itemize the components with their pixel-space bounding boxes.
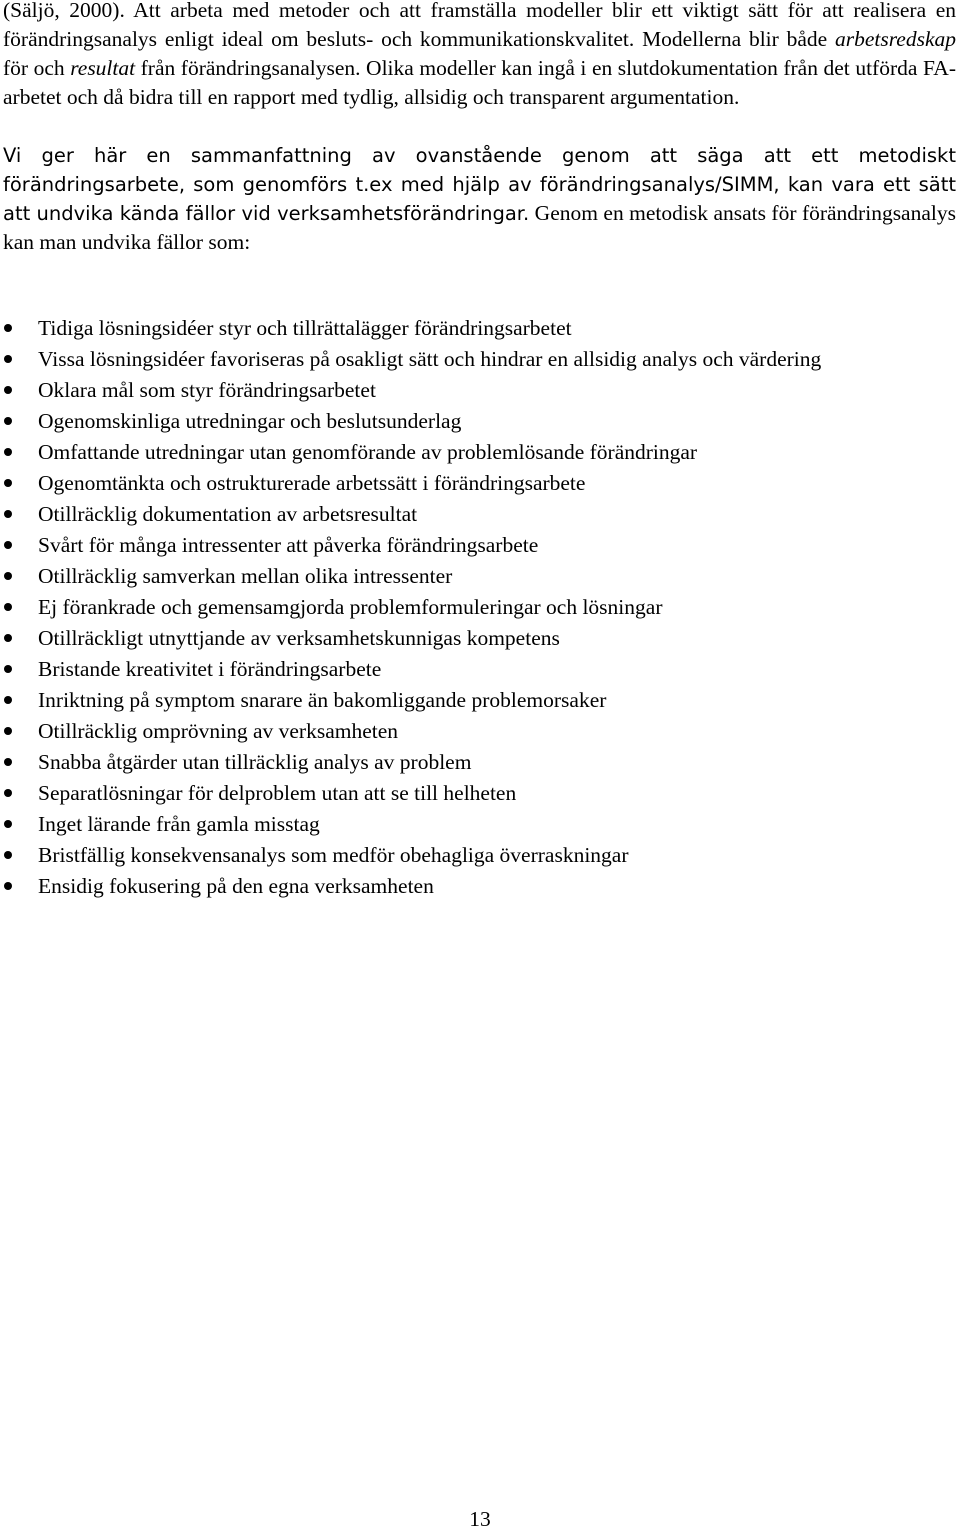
bullet-icon [4, 324, 12, 332]
list-item [3, 686, 956, 715]
bullet-icon [4, 665, 12, 673]
list-item [3, 624, 956, 653]
list-item [3, 562, 956, 591]
list-item-text: Ej förankrade och gemensamgjorda problemformuleringar och lösningar [38, 595, 663, 619]
paragraph-models-emphasis-result: resultat [70, 56, 136, 80]
list-item [3, 841, 956, 870]
bullet-icon [4, 789, 12, 797]
list-item [3, 469, 956, 498]
list-item-text: Snabba åtgärder utan tillräcklig analys av problem [38, 750, 472, 774]
list-item-text: Tidiga lösningsidéer styr och tillrättalägger förändringsarbetet [38, 316, 572, 340]
list-item [3, 779, 956, 808]
list-item-text: Otillräckligt utnyttjande av verksamhetskunnigas kompetens [38, 626, 560, 650]
list-item [3, 593, 956, 622]
bullet-icon [4, 386, 12, 394]
bullet-icon [4, 355, 12, 363]
bullet-icon [4, 448, 12, 456]
bullet-icon [4, 851, 12, 859]
list-item [3, 810, 956, 839]
list-item [3, 531, 956, 560]
list-item-text: Bristande kreativitet i förändringsarbete [38, 657, 382, 681]
page-number: 13 [469, 1507, 491, 1531]
list-item-text: Vissa lösningsidéer favoriseras på osakligt sätt och hindrar en allsidig analys och värdering [38, 347, 822, 371]
list-item-text: Omfattande utredningar utan genomförande av problemlösande förändringar [38, 440, 698, 464]
list-item-text: Inget lärande från gamla misstag [38, 812, 320, 836]
paragraph-models-end: från förändringsanalysen. Olika modeller kan ingå i en slutdokumentation från det utförda FA-arbetet och då bidra till en rapport med tydlig, allsidig och transparent argumentation. [3, 56, 956, 109]
list-item [3, 314, 956, 343]
list-item-text: Ensidig fokusering på den egna verksamheten [38, 874, 434, 898]
bullet-icon [4, 634, 12, 642]
list-item-text: Ogenomtänkta och ostrukturerade arbetssätt i förändringsarbete [38, 471, 586, 495]
paragraph-summary [3, 141, 956, 257]
list-item [3, 345, 956, 374]
list-item-text: Separatlösningar för delproblem utan att se till helheten [38, 781, 517, 805]
bullet-icon [4, 479, 12, 487]
list-item [3, 717, 956, 746]
paragraph-models-intro: (Säljö, 2000). Att arbeta med metoder och att framställa modeller blir ett viktigt sätt för att realisera en förändringsanalys enligt ideal om besluts- och kommunikationskvalitet. Modellerna blir både [3, 0, 956, 51]
paragraph-summary-sans: Vi ger här en sammanfattning av ovanstående genom att säga att ett metodiskt förändringsarbete, som genomförs t.ex med hjälp av förändringsanalys/SIMM, kan vara ett sätt att undvika kända fällor vid verksamhetsförändringar. [3, 144, 956, 225]
list-item-text: Bristfällig konsekvensanalys som medför obehagliga överraskningar [38, 843, 629, 867]
bullet-icon [4, 417, 12, 425]
list-item-text: Inriktning på symptom snarare än bakomliggande problemorsaker [38, 688, 607, 712]
bullet-icon [4, 758, 12, 766]
list-item [3, 872, 956, 901]
list-item-text: Svårt för många intressenter att påverka förändringsarbete [38, 533, 539, 557]
bullet-icon [4, 820, 12, 828]
bullet-icon [4, 510, 12, 518]
list-item [3, 748, 956, 777]
bullet-icon [4, 882, 12, 890]
paragraph-models-mid: för och [3, 56, 71, 80]
paragraph-models [3, 0, 956, 112]
list-item [3, 407, 956, 436]
paragraph-summary-serif: Genom en metodisk ansats för förändringsanalys kan man undvika fällor som: [3, 201, 956, 254]
list-item-text: Otillräcklig samverkan mellan olika intressenter [38, 564, 453, 588]
list-item [3, 655, 956, 684]
list-item-text: Oklara mål som styr förändringsarbetet [38, 378, 376, 402]
bullet-icon [4, 603, 12, 611]
pitfalls-list [3, 314, 956, 903]
list-item [3, 376, 956, 405]
bullet-icon [4, 572, 12, 580]
paragraph-models-emphasis-tool: arbetsredskap [834, 27, 956, 51]
list-item-text: Otillräcklig omprövning av verksamheten [38, 719, 399, 743]
document-page [3, 0, 956, 898]
list-item-text: Ogenomskinliga utredningar och beslutsunderlag [38, 409, 462, 433]
bullet-icon [4, 727, 12, 735]
list-item [3, 500, 956, 529]
bullet-icon [4, 541, 12, 549]
list-item [3, 438, 956, 467]
bullet-icon [4, 696, 12, 704]
list-item-text: Otillräcklig dokumentation av arbetsresultat [38, 502, 418, 526]
